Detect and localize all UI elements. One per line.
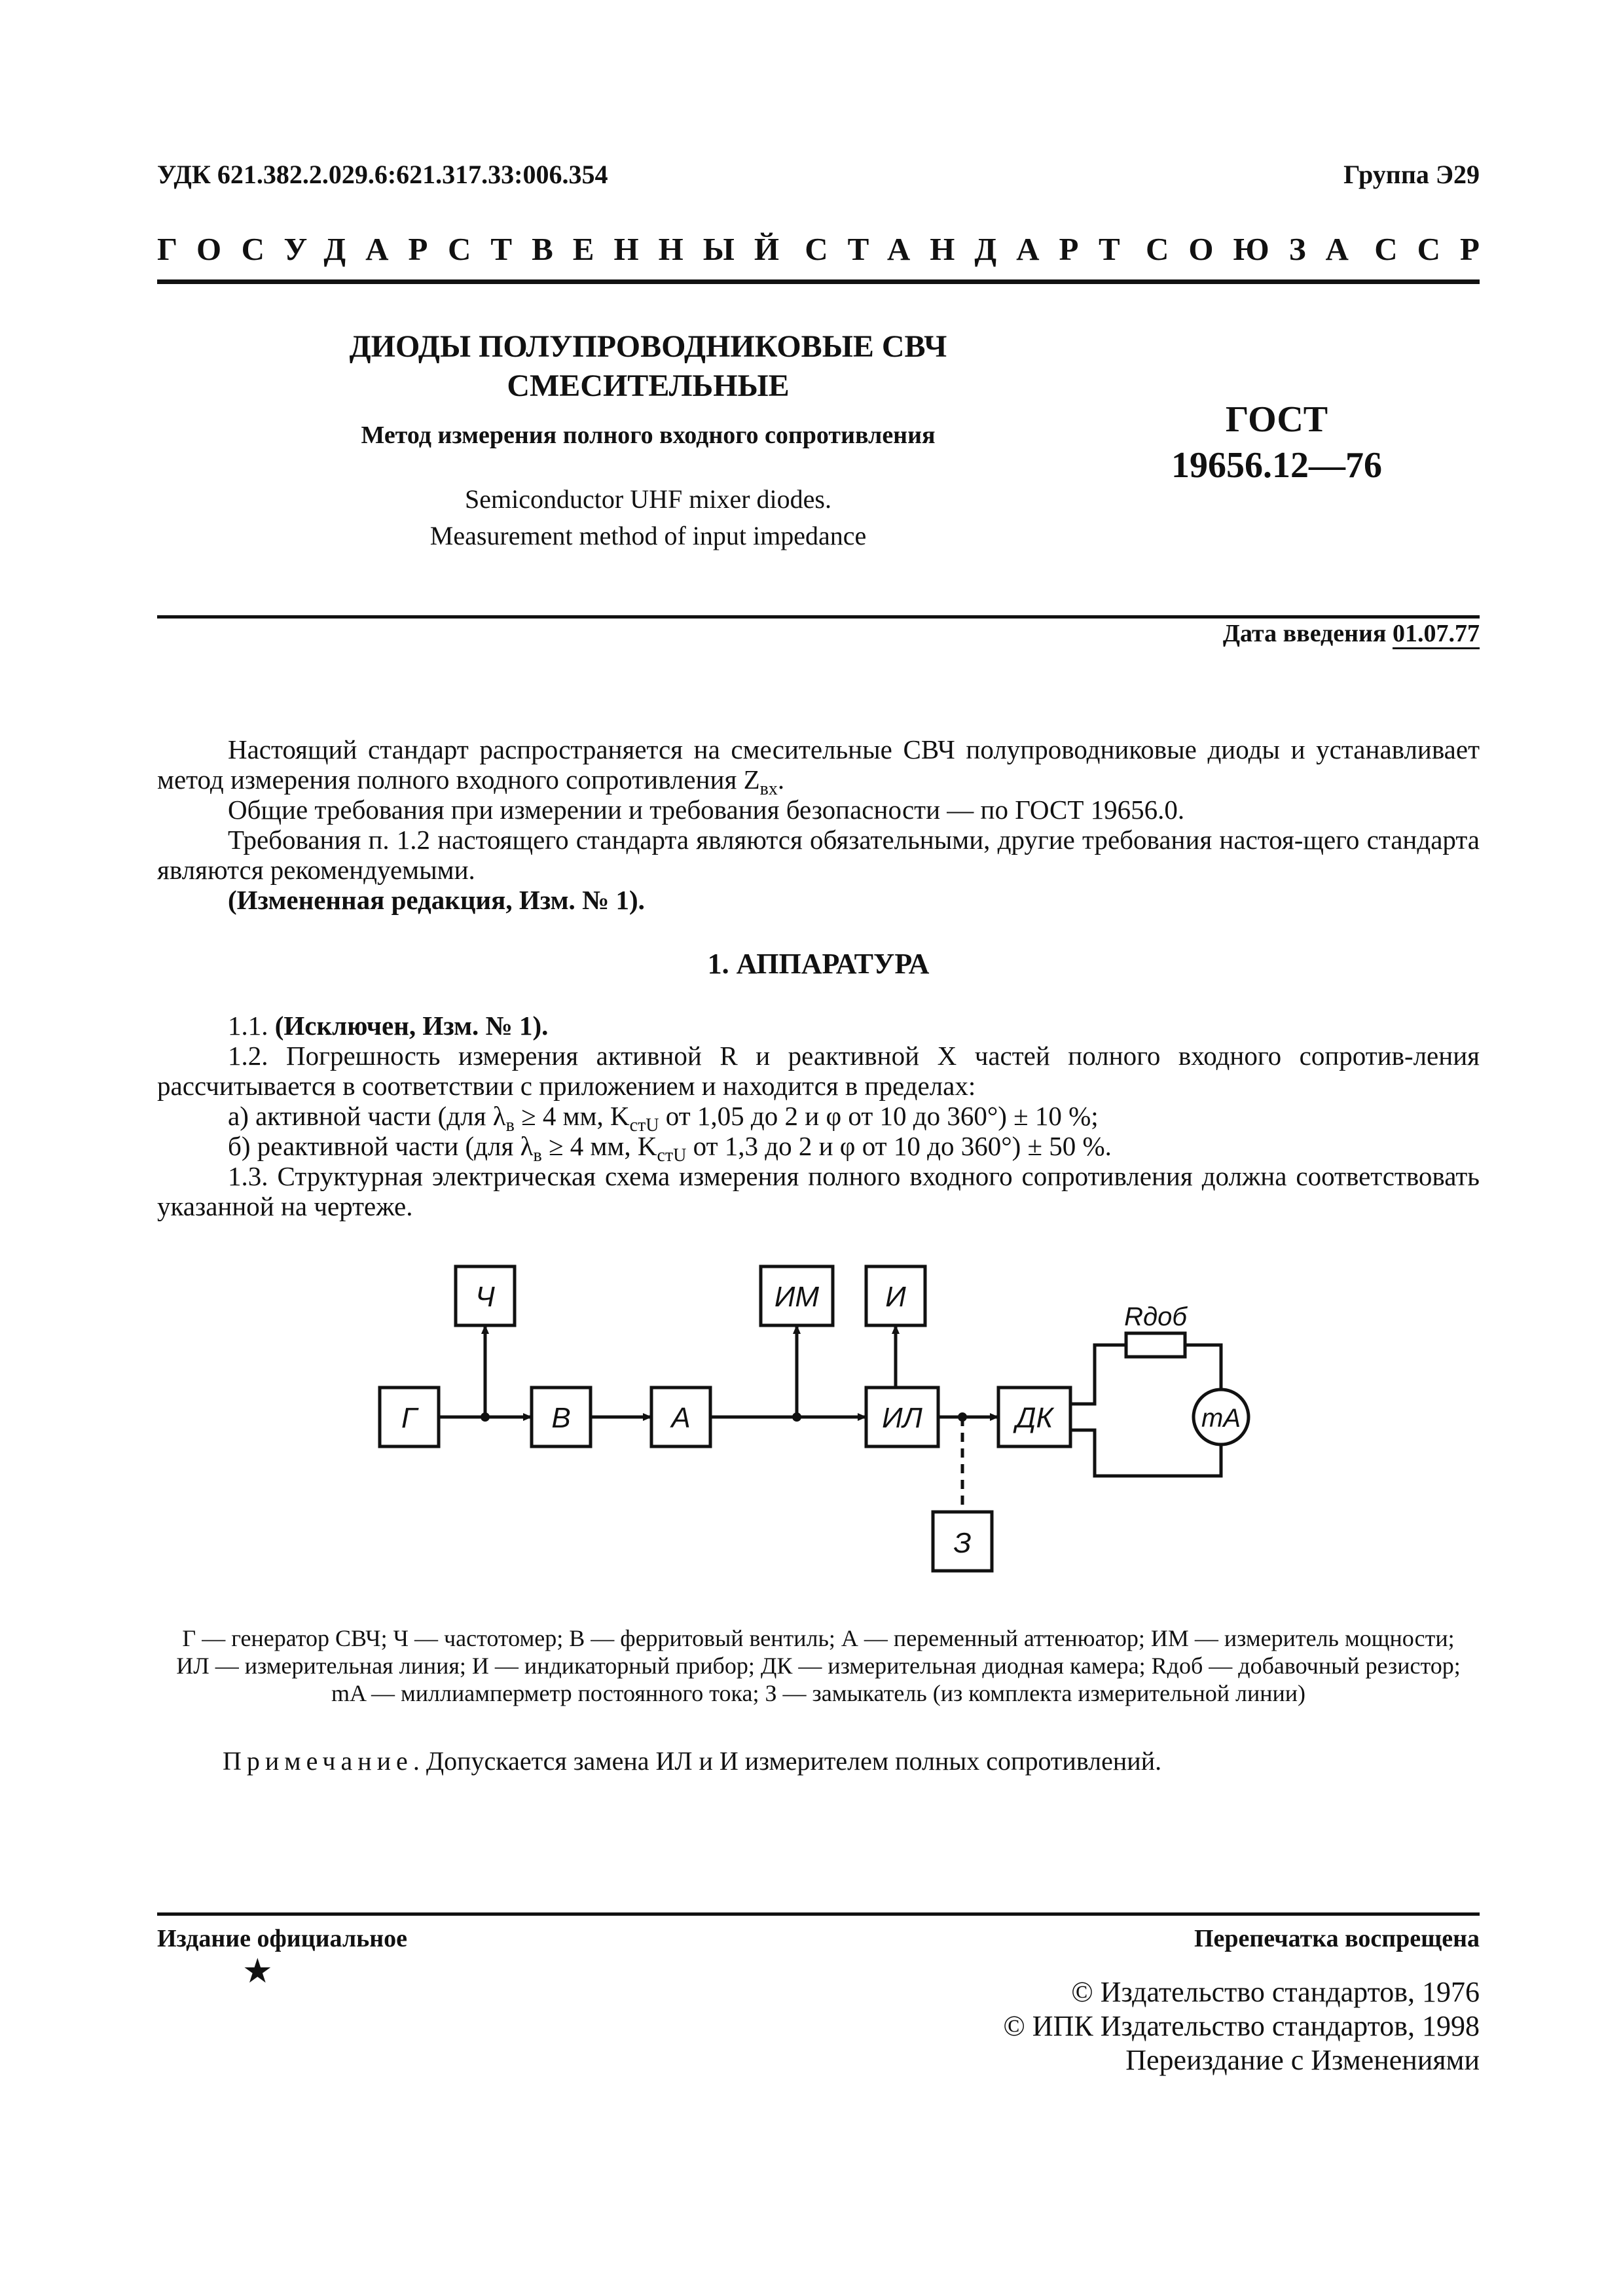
english-title-line: Semiconductor UHF mixer diodes. bbox=[465, 484, 831, 514]
intro-paragraph-2: Общие требования при измерении и требования безопасности — по ГОСТ 19656.0. bbox=[228, 795, 1185, 825]
doc-title-line: ДИОДЫ ПОЛУПРОВОДНИКОВЫЕ СВЧ bbox=[349, 329, 947, 364]
doc-title-line: СМЕСИТЕЛЬНЫЕ bbox=[507, 368, 790, 403]
note-text: . Допускается замена ИЛ и И измерителем полных сопротивлений. bbox=[412, 1746, 1162, 1776]
gost-code: 19656.12—76 bbox=[1171, 445, 1382, 486]
note bbox=[223, 1746, 1161, 1776]
intro-text: Настоящий стандарт распространяется на смесительные СВЧ полупроводниковые диоды и устанавливает метод измерения полного входного сопротивления Z bbox=[157, 734, 1480, 795]
udk-code: УДК 621.382.2.029.6:621.317.33:006.354 bbox=[157, 160, 608, 189]
official-edition: Издание официальное bbox=[157, 1925, 408, 1952]
junction-dot bbox=[481, 1412, 490, 1422]
section-title: 1. АППАРАТУРА bbox=[707, 948, 930, 980]
item-text: (Исключен, Изм. № 1). bbox=[274, 1011, 549, 1041]
item-text: от 1,3 до 2 и φ от 10 до 360°) ± 50 %. bbox=[693, 1131, 1112, 1161]
effective-date-value: 01.07.77 bbox=[1393, 620, 1480, 649]
wire bbox=[1070, 1345, 1126, 1404]
reprint-prohibited: Перепечатка воспрещена bbox=[1194, 1925, 1480, 1952]
item-number: 1.1. bbox=[228, 1011, 268, 1041]
gost-label: ГОСТ bbox=[1225, 399, 1328, 440]
effective-date-label: Дата введения bbox=[1222, 620, 1387, 647]
intro-paragraph-3: Требования п. 1.2 настоящего стандарта являются обязательными, другие требования настоя-щего стандарта являются рекомендуемыми. bbox=[157, 825, 1480, 885]
subscript: в bbox=[533, 1145, 542, 1166]
label-indicator: И bbox=[885, 1281, 906, 1313]
label-resistor: Rдоб bbox=[1124, 1302, 1187, 1331]
note-label: Примечание bbox=[223, 1746, 413, 1776]
label-frequency-meter: Ч bbox=[475, 1281, 495, 1313]
subscript: стU bbox=[629, 1115, 659, 1136]
wire bbox=[1070, 1430, 1221, 1476]
label-measuring-line: ИЛ bbox=[882, 1402, 922, 1434]
banner-word: СТАНДАРТ bbox=[805, 231, 1140, 267]
doc-subtitle: Метод измерения полного входного сопротивления bbox=[361, 422, 936, 449]
diagram-legend bbox=[157, 1624, 1480, 1707]
item-text: от 1,05 до 2 и φ от 10 до 360°) ± 10 %; bbox=[665, 1101, 1099, 1131]
item-text: б) реактивной части (для λ bbox=[228, 1131, 534, 1161]
subscript: стU bbox=[657, 1145, 687, 1166]
label-power-meter: ИМ bbox=[774, 1281, 820, 1313]
subscript: в bbox=[505, 1115, 515, 1136]
item-text: а) активной части (для λ bbox=[228, 1101, 506, 1131]
copyright-line: © ИПК Издательство стандартов, 1998 bbox=[1003, 2010, 1480, 2042]
star-icon: ★ bbox=[242, 1953, 273, 1990]
subscript: вх bbox=[759, 779, 778, 800]
resistor-rdob bbox=[1126, 1333, 1185, 1357]
copyright-block bbox=[694, 1975, 1480, 2077]
group-code: Группа Э29 bbox=[1343, 160, 1480, 189]
label-milliammeter: mA bbox=[1201, 1404, 1241, 1433]
label-diode-chamber: ДК bbox=[1015, 1402, 1053, 1434]
label-generator: Г bbox=[401, 1402, 417, 1434]
copyright-line: Переиздание с Изменениями bbox=[1125, 2044, 1480, 2076]
english-title-line: Measurement method of input impedance bbox=[429, 521, 867, 550]
label-short-circuit: З bbox=[953, 1527, 972, 1559]
wire bbox=[1185, 1345, 1221, 1390]
item-1-3: 1.3. Структурная электрическая схема измерения полного входного сопротивления должна соответствовать указанной на чертеже. bbox=[157, 1161, 1480, 1221]
item-text: ≥ 4 мм, K bbox=[521, 1101, 630, 1131]
legend-line: Г — генератор СВЧ; Ч — частотомер; В — ферритовый вентиль; А — переменный аттенюатор; ИМ — измеритель мощности; bbox=[182, 1625, 1455, 1651]
banner-word: СОЮЗА bbox=[1146, 231, 1368, 267]
intro-text: . bbox=[777, 764, 785, 795]
label-attenuator: А bbox=[671, 1402, 691, 1434]
item-1-2: 1.2. Погрешность измерения активной R и реактивной X частей полного входного сопротив-ления рассчитывается в соответствии с приложением и находится в пределах: bbox=[157, 1041, 1480, 1101]
legend-line: mA — миллиамперметр постоянного тока; З — замыкатель (из комплекта измерительной линии) bbox=[331, 1680, 1306, 1706]
label-ferrite-valve: В bbox=[551, 1402, 571, 1434]
banner-word: ГОСУДАРСТВЕННЫЙ bbox=[157, 231, 799, 267]
item-text: ≥ 4 мм, K bbox=[548, 1131, 657, 1161]
intro-amendment: (Измененная редакция, Изм. № 1). bbox=[228, 885, 645, 915]
junction-dot bbox=[958, 1412, 967, 1422]
banner-word: ССР bbox=[1374, 231, 1499, 267]
footer-rule bbox=[157, 1912, 1480, 1916]
copyright-line: © Издательство стандартов, 1976 bbox=[1071, 1976, 1480, 2008]
junction-dot bbox=[792, 1412, 801, 1422]
legend-line: ИЛ — измерительная линия; И — индикаторный прибор; ДК — измерительная диодная камера; Rдоб — добавочный резистор; bbox=[176, 1653, 1461, 1679]
